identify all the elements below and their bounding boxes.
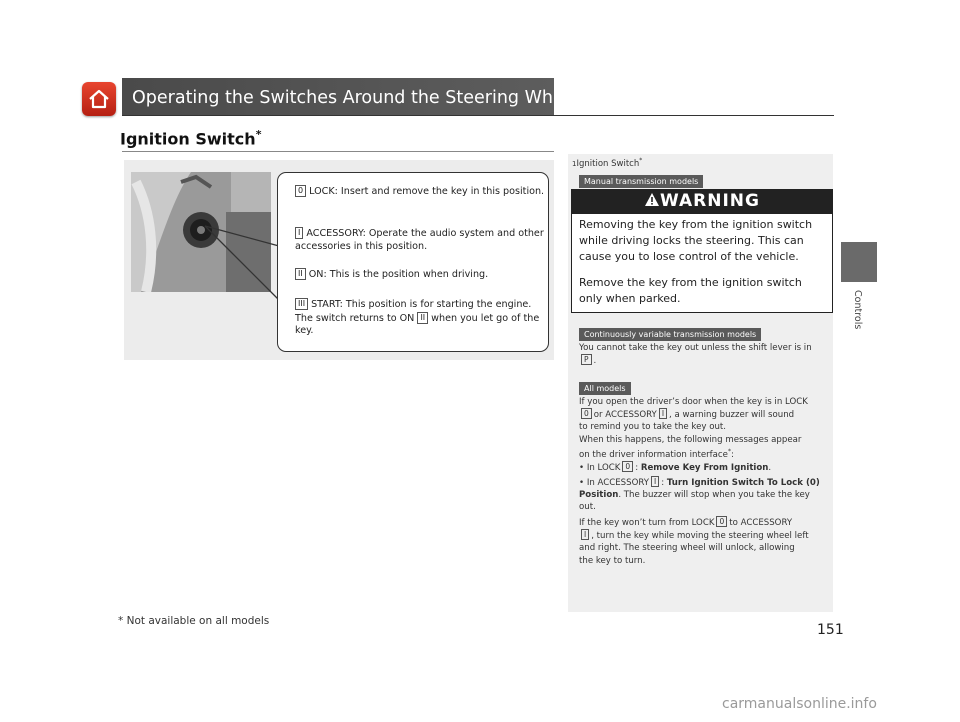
tag-cvt: Continuously variable transmission models bbox=[579, 328, 761, 341]
page-title: Operating the Switches Around the Steering Wheel bbox=[132, 88, 580, 108]
position-accessory: I ACCESSORY: Operate the audio system and other accessories in this position. bbox=[295, 228, 544, 252]
watermark: carmanualsonline.info bbox=[722, 696, 877, 712]
cvt-text: You cannot take the key out unless the shift lever is in P . bbox=[579, 343, 812, 367]
bullet-accessory: • In ACCESSORY I : Turn Ignition Switch To Lock (0) Position. The buzzer will stop when you take the key out. bbox=[579, 477, 820, 513]
chapter-tab[interactable] bbox=[841, 242, 877, 282]
warning-text-2: Remove the key from the ignition switch only when parked. bbox=[579, 276, 802, 305]
all-text: If you open the driver’s door when the key is in LOCK 0 or ACCESSORY I , a warning buzzer will sound to remind you to take the key out. When this happens, the following messages appear on the driver information interface*: bbox=[579, 397, 808, 460]
position-on: II ON: This is the position when driving. bbox=[295, 268, 550, 282]
final-text: If the key won’t turn from LOCK 0 to ACCESSORY I , turn the key while moving the steering wheel left and right. The steering wheel will unlock, allowing the key to turn. bbox=[579, 517, 809, 566]
bullet-lock: • In LOCK 0 : Remove Key From Ignition. bbox=[579, 462, 772, 473]
tag-manual: Manual transmission models bbox=[579, 175, 703, 188]
footnote: * Not available on all models bbox=[118, 615, 270, 627]
position-lock: 0 LOCK: Insert and remove the key in this position. bbox=[295, 185, 550, 199]
warning-icon bbox=[644, 192, 660, 207]
section-title: Ignition Switch* bbox=[120, 128, 262, 149]
warning-text-1: Removing the key from the ignition switch while driving locks the steering. This can cause you to lose control of the vehicle. bbox=[579, 218, 813, 263]
page-number: 151 bbox=[817, 622, 844, 638]
sidebar-heading: 1Ignition Switch* bbox=[572, 157, 643, 169]
warning-header: WARNING bbox=[571, 189, 833, 214]
chapter-tab-label: Controls bbox=[852, 290, 863, 330]
position-start: III START: This position is for starting the engine. The switch returns to ON II when you let go of the key. bbox=[295, 299, 540, 337]
tag-all: All models bbox=[579, 382, 631, 395]
